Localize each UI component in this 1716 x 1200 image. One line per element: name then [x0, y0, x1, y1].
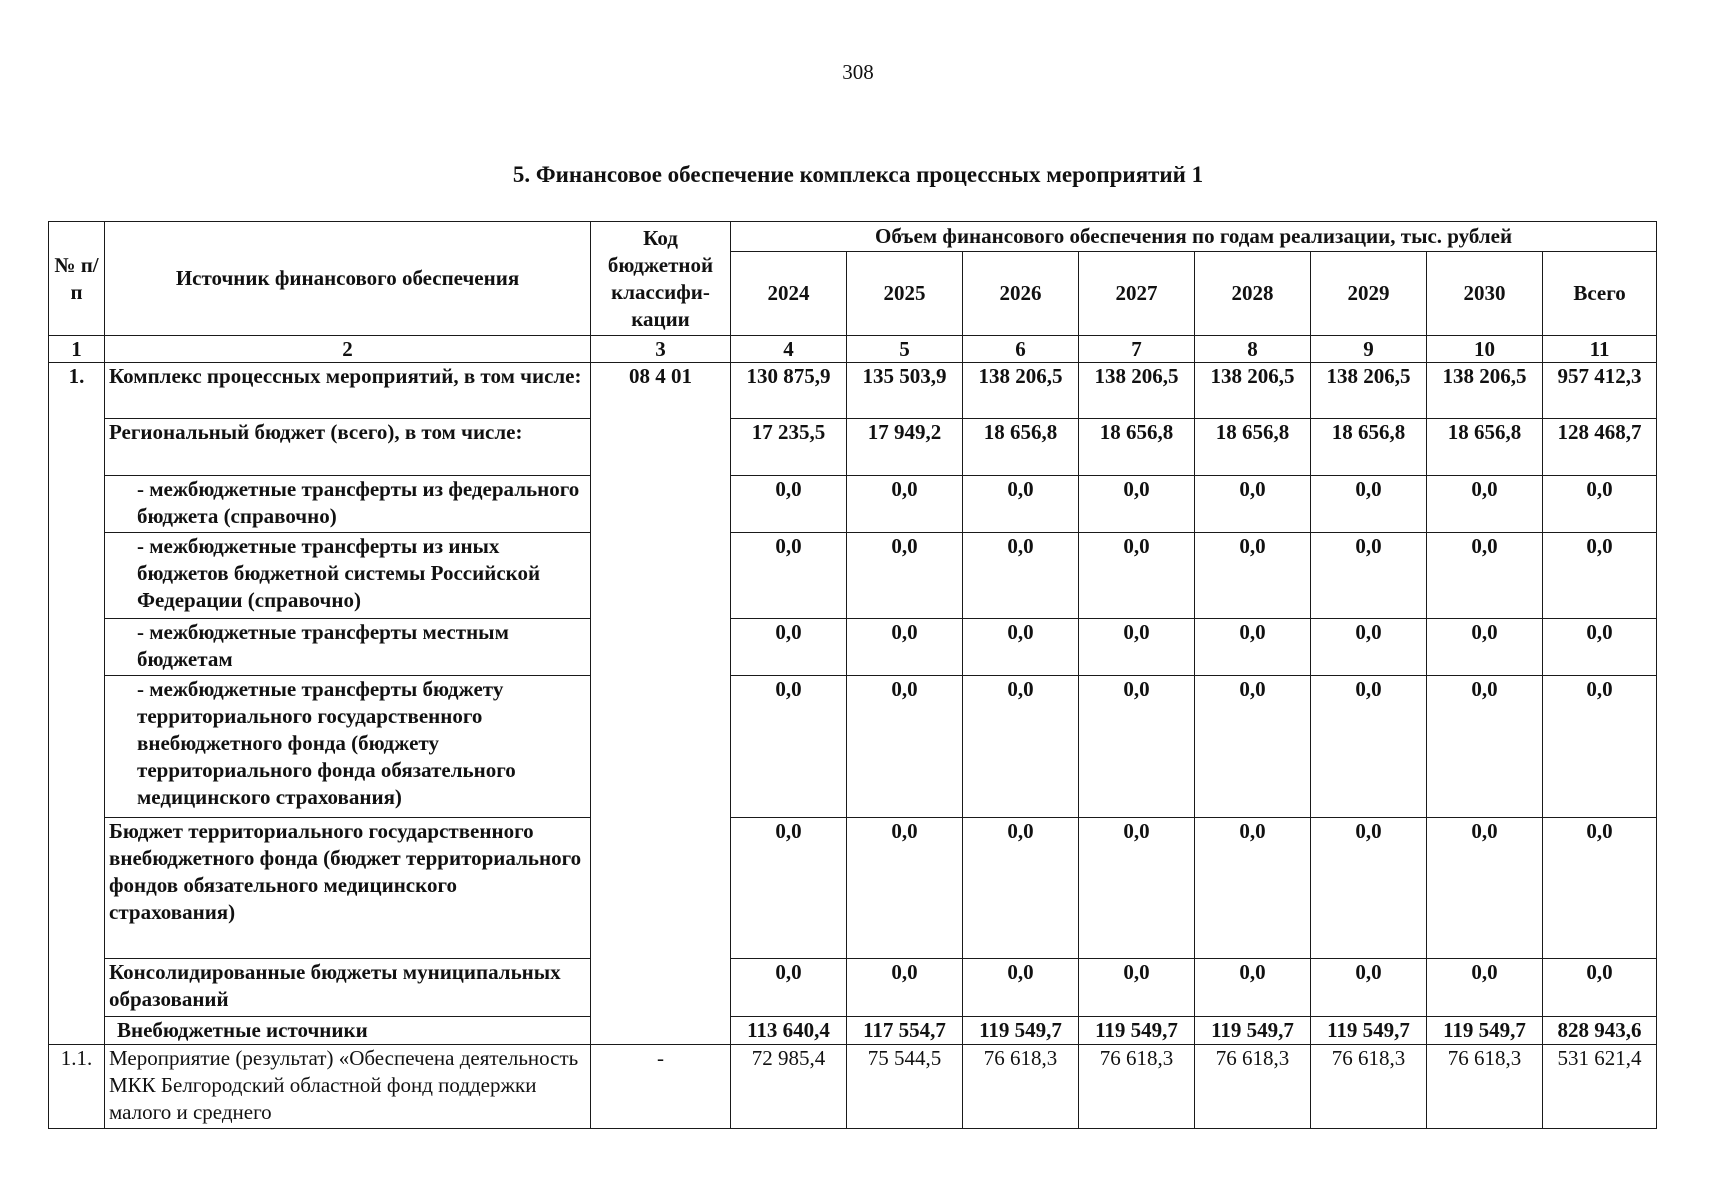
- header-year: 2029: [1311, 252, 1427, 336]
- header-total: Всего: [1543, 252, 1657, 336]
- row-number: 1.1.: [49, 1045, 105, 1129]
- value-cell: 138 206,5: [1079, 363, 1195, 419]
- value-cell: 531 621,4: [1543, 1045, 1657, 1129]
- value-cell: 135 503,9: [847, 363, 963, 419]
- value-cell: 0,0: [847, 818, 963, 959]
- value-cell: 76 618,3: [1079, 1045, 1195, 1129]
- column-number: 2: [105, 336, 591, 363]
- table-row: [49, 533, 1657, 619]
- value-cell: 0,0: [1079, 959, 1195, 1017]
- page-title: 5. Финансовое обеспечение комплекса процессных мероприятий 1: [512, 162, 1204, 187]
- value-cell: 130 875,9: [731, 363, 847, 419]
- value-cell: 0,0: [731, 818, 847, 959]
- value-cell: 18 656,8: [1079, 419, 1195, 476]
- value-cell: 128 468,7: [1543, 419, 1657, 476]
- value-cell: 18 656,8: [1427, 419, 1543, 476]
- value-cell: 0,0: [963, 619, 1079, 676]
- value-cell: 0,0: [1195, 676, 1311, 818]
- value-cell: 0,0: [731, 959, 847, 1017]
- value-cell: 0,0: [963, 476, 1079, 533]
- column-number: 11: [1543, 336, 1657, 363]
- value-cell: 0,0: [1543, 619, 1657, 676]
- value-cell: 0,0: [1195, 619, 1311, 676]
- value-cell: 0,0: [847, 619, 963, 676]
- value-cell: 0,0: [1543, 533, 1657, 619]
- value-cell: 828 943,6: [1543, 1017, 1657, 1045]
- value-cell: 75 544,5: [847, 1045, 963, 1129]
- header-year: 2027: [1079, 252, 1195, 336]
- value-cell: 0,0: [963, 676, 1079, 818]
- table-row: [49, 818, 1657, 959]
- value-cell: 0,0: [1427, 959, 1543, 1017]
- value-cell: 119 549,7: [963, 1017, 1079, 1045]
- column-number: 5: [847, 336, 963, 363]
- value-cell: 0,0: [1543, 818, 1657, 959]
- column-number: 1: [49, 336, 105, 363]
- column-number: 4: [731, 336, 847, 363]
- value-cell: 0,0: [1427, 676, 1543, 818]
- column-numbers-row: [49, 336, 1657, 363]
- column-number: 8: [1195, 336, 1311, 363]
- value-cell: 0,0: [847, 476, 963, 533]
- row-name: Мероприятие (результат) «Обеспечена деятельность МКК Белгородский областной фонд поддержки малого и среднего: [105, 1045, 591, 1129]
- value-cell: 0,0: [1427, 818, 1543, 959]
- value-cell: 0,0: [1311, 533, 1427, 619]
- value-cell: 0,0: [963, 818, 1079, 959]
- value-cell: 0,0: [1311, 818, 1427, 959]
- row-name: Бюджет территориального государственного внебюджетного фонда (бюджет территориального фондов обязательного медицинского страхования): [105, 818, 591, 959]
- row-name: Комплекс процессных мероприятий, в том числе:: [105, 363, 591, 419]
- column-number: 10: [1427, 336, 1543, 363]
- value-cell: 0,0: [847, 676, 963, 818]
- value-cell: 0,0: [1543, 476, 1657, 533]
- value-cell: 138 206,5: [1311, 363, 1427, 419]
- row-name: - межбюджетные трансферты бюджету территориального государственного внебюджетного фонда (бюджету территориального фонда обязательного медицинского страхования): [105, 676, 591, 818]
- value-cell: 138 206,5: [1427, 363, 1543, 419]
- header-code: Код бюджетной классифи-кации: [591, 222, 731, 336]
- column-number: 9: [1311, 336, 1427, 363]
- header-source: Источник финансового обеспечения: [105, 222, 591, 336]
- value-cell: 138 206,5: [1195, 363, 1311, 419]
- page-number: 308: [842, 60, 874, 84]
- value-cell: 76 618,3: [1311, 1045, 1427, 1129]
- value-cell: 0,0: [963, 533, 1079, 619]
- value-cell: 0,0: [1311, 959, 1427, 1017]
- value-cell: 0,0: [1079, 676, 1195, 818]
- value-cell: 0,0: [1195, 476, 1311, 533]
- row-code: -: [591, 1045, 731, 1129]
- table-row: [49, 619, 1657, 676]
- value-cell: 119 549,7: [1311, 1017, 1427, 1045]
- value-cell: 0,0: [1079, 818, 1195, 959]
- value-cell: 17 235,5: [731, 419, 847, 476]
- table-row: [49, 1017, 1657, 1045]
- value-cell: 0,0: [731, 619, 847, 676]
- value-cell: 0,0: [1195, 533, 1311, 619]
- value-cell: 76 618,3: [1195, 1045, 1311, 1129]
- header-year: 2030: [1427, 252, 1543, 336]
- value-cell: 0,0: [1195, 959, 1311, 1017]
- value-cell: 119 549,7: [1195, 1017, 1311, 1045]
- value-cell: 113 640,4: [731, 1017, 847, 1045]
- value-cell: 0,0: [1427, 619, 1543, 676]
- table-row: [49, 1045, 1657, 1129]
- header-year: 2026: [963, 252, 1079, 336]
- value-cell: 0,0: [1079, 476, 1195, 533]
- value-cell: 0,0: [731, 676, 847, 818]
- value-cell: 0,0: [1427, 533, 1543, 619]
- value-cell: 0,0: [1311, 476, 1427, 533]
- value-cell: 957 412,3: [1543, 363, 1657, 419]
- value-cell: 117 554,7: [847, 1017, 963, 1045]
- header-year: 2025: [847, 252, 963, 336]
- row-name: Региональный бюджет (всего), в том числе:: [105, 419, 591, 476]
- value-cell: 138 206,5: [963, 363, 1079, 419]
- value-cell: 0,0: [731, 476, 847, 533]
- table-row: [49, 959, 1657, 1017]
- value-cell: 119 549,7: [1079, 1017, 1195, 1045]
- value-cell: 0,0: [1427, 476, 1543, 533]
- value-cell: 0,0: [1195, 818, 1311, 959]
- table-row: [49, 419, 1657, 476]
- header-num: № п/п: [49, 222, 105, 336]
- value-cell: 76 618,3: [1427, 1045, 1543, 1129]
- row-name: - межбюджетные трансферты из федерального бюджета (справочно): [105, 476, 591, 533]
- value-cell: 18 656,8: [1195, 419, 1311, 476]
- table-row: [49, 476, 1657, 533]
- value-cell: 0,0: [1079, 533, 1195, 619]
- row-name: Внебюджетные источники: [105, 1017, 591, 1045]
- column-number: 6: [963, 336, 1079, 363]
- value-cell: 0,0: [1311, 676, 1427, 818]
- value-cell: 0,0: [1543, 959, 1657, 1017]
- financing-table: [48, 221, 1657, 1129]
- table-row: [49, 676, 1657, 818]
- row-name: - межбюджетные трансферты местным бюджетам: [105, 619, 591, 676]
- value-cell: 0,0: [731, 533, 847, 619]
- value-cell: 72 985,4: [731, 1045, 847, 1129]
- value-cell: 76 618,3: [963, 1045, 1079, 1129]
- value-cell: 18 656,8: [1311, 419, 1427, 476]
- row-number: 1.: [49, 363, 105, 1045]
- column-number: 7: [1079, 336, 1195, 363]
- header-year: 2024: [731, 252, 847, 336]
- header-volume: Объем финансового обеспечения по годам реализации, тыс. рублей: [731, 222, 1657, 252]
- value-cell: 0,0: [847, 959, 963, 1017]
- value-cell: 0,0: [847, 533, 963, 619]
- table-row: [49, 363, 1657, 419]
- value-cell: 17 949,2: [847, 419, 963, 476]
- value-cell: 0,0: [1079, 619, 1195, 676]
- column-number: 3: [591, 336, 731, 363]
- value-cell: 119 549,7: [1427, 1017, 1543, 1045]
- row-name: - межбюджетные трансферты из иных бюджетов бюджетной системы Российской Федерации (справочно): [105, 533, 591, 619]
- value-cell: 0,0: [1311, 619, 1427, 676]
- row-code: 08 4 01: [591, 363, 731, 1045]
- value-cell: 18 656,8: [963, 419, 1079, 476]
- header-year: 2028: [1195, 252, 1311, 336]
- value-cell: 0,0: [963, 959, 1079, 1017]
- value-cell: 0,0: [1543, 676, 1657, 818]
- row-name: Консолидированные бюджеты муниципальных образований: [105, 959, 591, 1017]
